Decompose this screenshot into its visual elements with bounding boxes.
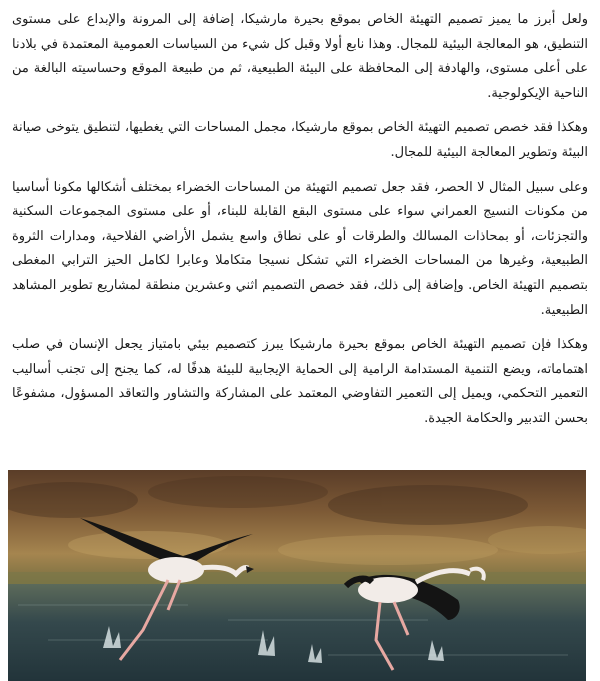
shoreline [8,572,586,586]
flamingo-photo [8,470,586,681]
flamingo-illustration [8,470,586,681]
lake-water [8,584,586,681]
paragraph-2: وهكذا فقد خصص تصميم التهيئة الخاص بموقع مارشيكا، مجمل المساحات التي يغطيها، لتنطيق يتوخى صيانة البيئة وتطوير المعالجة البيئية للمجال. [12,120,588,160]
paragraph-4: وهكذا فإن تصميم التهيئة الخاص بموقع بحيرة مارشيكا يبرز كتصميم بيئي بامتياز يجعل الإنسان في صلب اهتماماته، ويضع التنمية المستدامة الرامية إلى الحماية الإيجابية للبيئة هدفًا له، كما يجنح إلى تجنب أساليب التعمير التحكمي، ويميل إلى التعمير التفاوضي المعتمد على المشاركة والتشاور والتعاقد المسؤول، مشفوعًا بحسن التدبير والحكامة الجيدة. [12,337,588,426]
paragraph-1: ولعل أبرز ما يميز تصميم التهيئة الخاص بموقع بحيرة مارشيكا، إضافة إلى المرونة والإبداع على مستوى التنطيق، هو المعالجة البيئية للمجال. وهذا نابع أولا وقبل كل شيء من السياسات العمومية المعتمدة في بلادنا على أعلى مستوى، والهادفة إلى المحافظة على البيئة الطبيعية، ثم من طبيعة الموقع وحساسيته البالغة من الناحية الإيكولوجية. [12,12,588,101]
paragraph-3: وعلى سبيل المثال لا الحصر، فقد جعل تصميم التهيئة من المساحات الخضراء بمختلف أشكالها مكونا أساسيا من مكونات النسيج العمراني سواء على مستوى البقع القابلة للبناء، أو على مستوى المجموعات السكنية والتجزئات، أو بمحاذات المسالك والطرقات أو على نطاق واسع يشمل الأراضي الفلاحية، ومدارات الثروة الطبيعية، وغيرها من المساحات الخضراء التي تشكل نسيجا متكاملا وعابرا لكامل الحيز الترابي المغطى بتصميم التهيئة الخاص. وإضافة إلى ذلك، فقد خصص التصميم اثني وعشرين منطقة لمشاريع تطوير المشاهد الطبيعية. [12,179,588,318]
